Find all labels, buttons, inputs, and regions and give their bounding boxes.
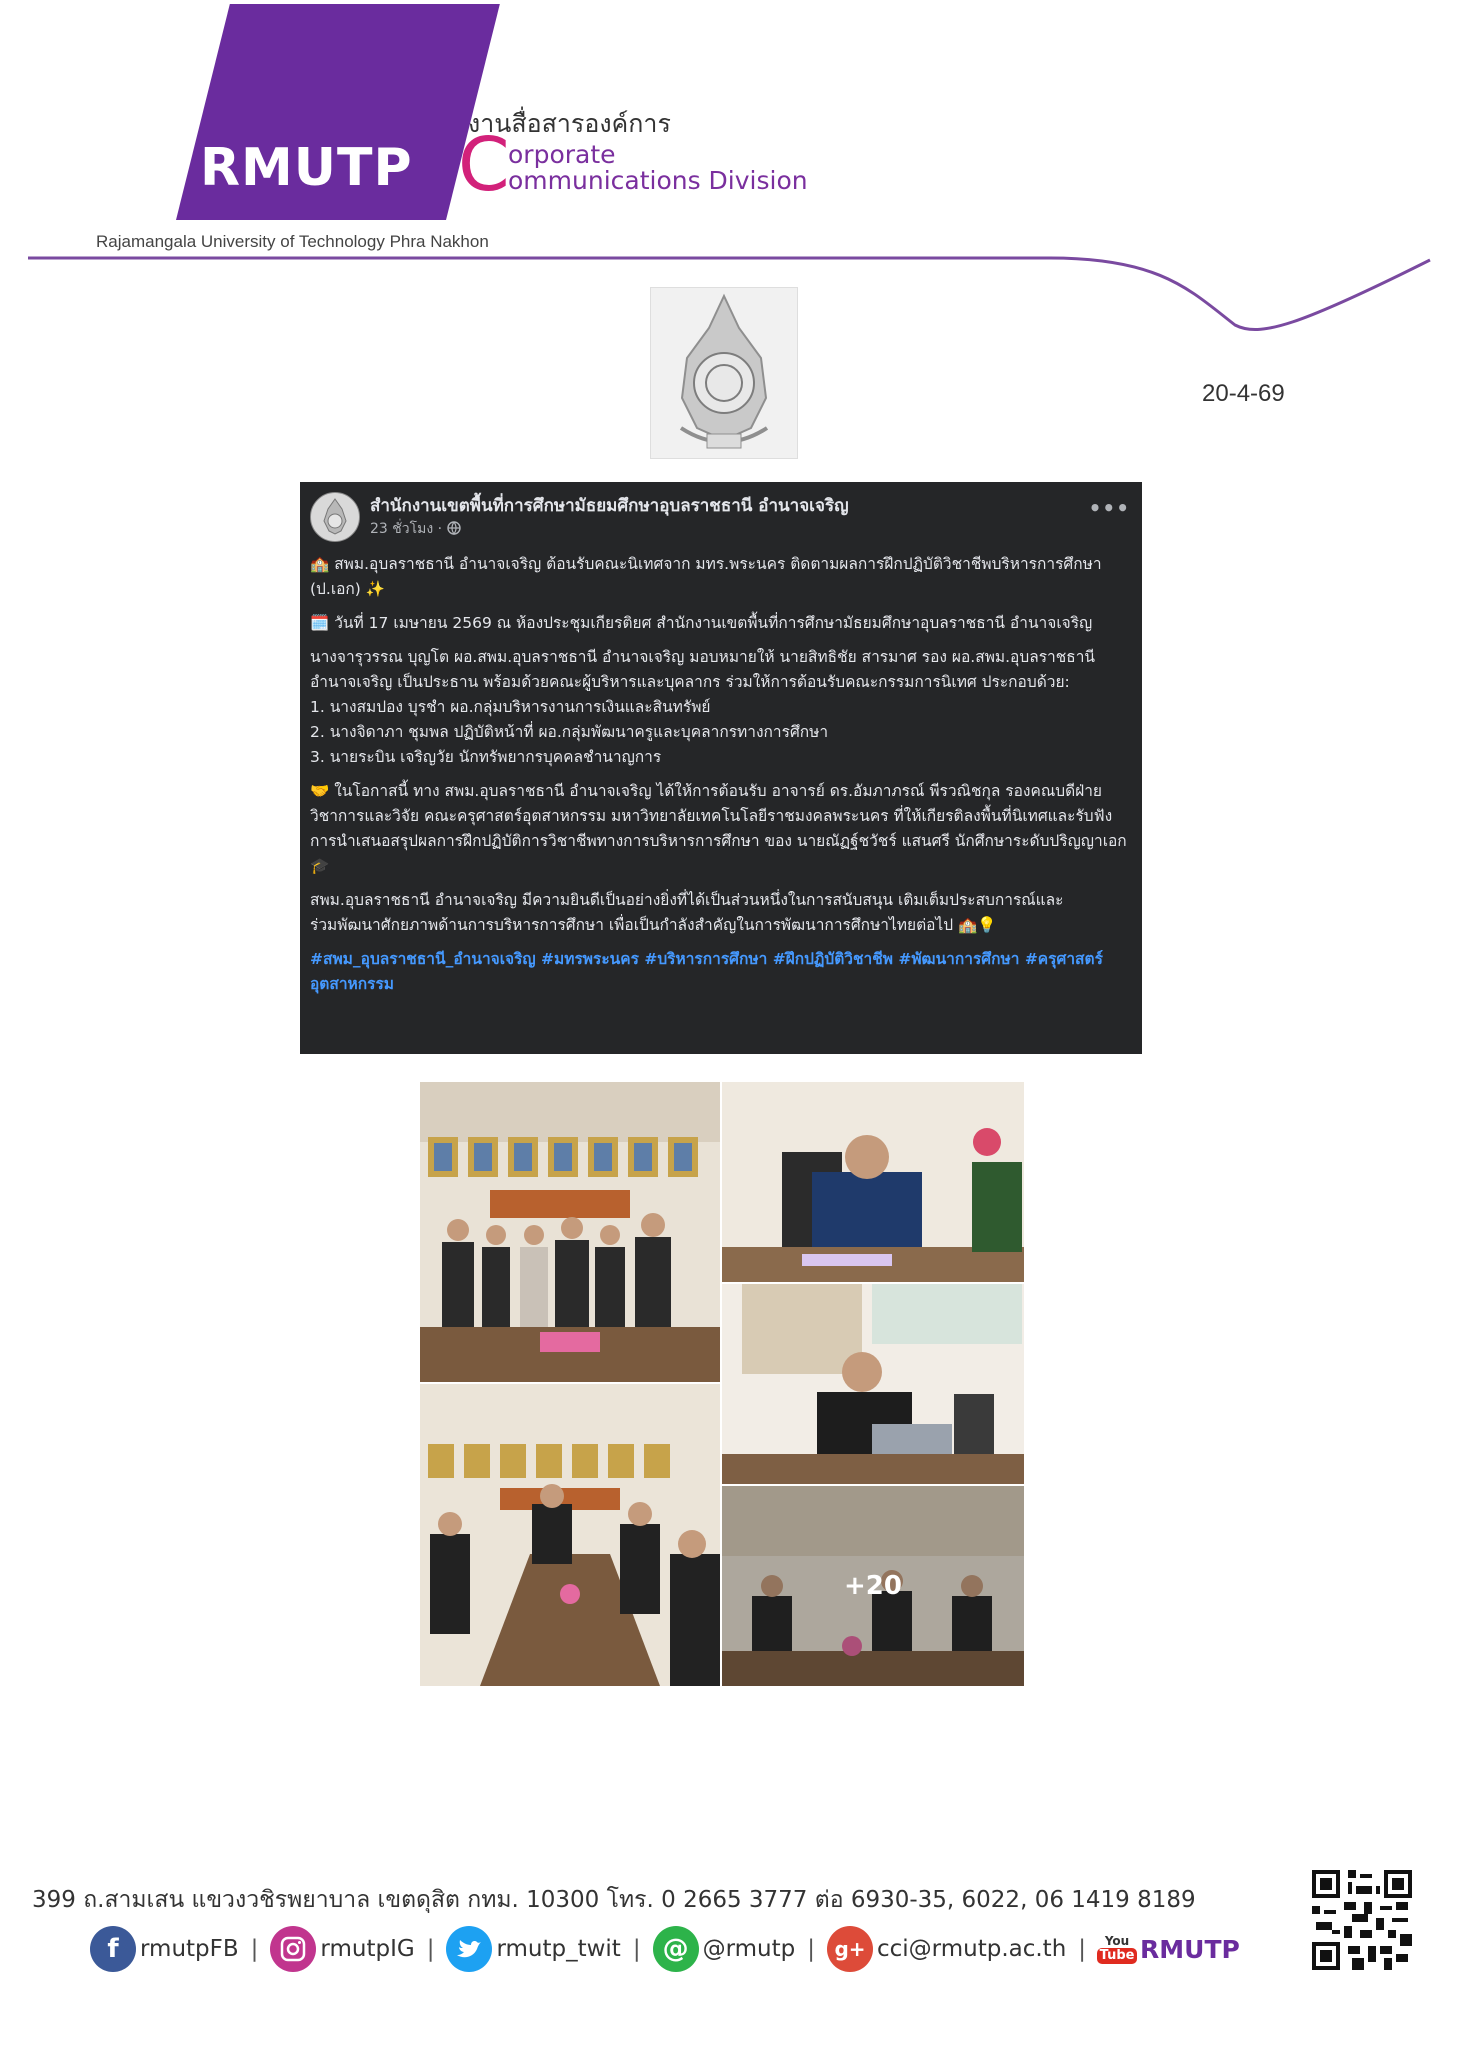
footer-address: 399 ถ.สามเสน แขวงวชิรพยาบาล เขตดุสิต กทม. 10300 โทร. 0 2665 3777 ต่อ 6930-35, 6022, 06 1419 8189 (32, 1887, 1196, 1913)
post-body (310, 552, 1134, 1006)
university-name: Rajamangala University of Technology Phra Nakhon (96, 232, 489, 251)
post-time-text: 23 ชั่วโมง · (370, 521, 443, 537)
post-paragraph-5: สพม.อุบลราชธานี อำนาจเจริญ มีความยินดีเป็นอย่างยิ่งที่ได้เป็นส่วนหนึ่งในการสนับสนุน เติมเต็มประสบการณ์และร่วมพัฒนาศักยภาพด้านการบริหารการศึกษา เพื่อเป็นกำลังสำคัญในการพัฒนาการศึกษาไทยต่อไป 🏫💡 (310, 891, 1064, 934)
separator: | (807, 1936, 815, 1962)
facebook-link[interactable] (90, 1926, 239, 1972)
chairperson-photo-image (722, 1082, 1024, 1282)
post-paragraph-3-intro: นางจารุวรรณ บุญโต ผอ.สพม.อุบลราชธานี อำนาจเจริญ มอบหมายให้ นายสิทธิชัย สารมาศ รอง ผอ.สพม.อุบลราชธานี อำนาจเจริญ เป็นประธาน พร้อมด้วยคณะผู้บริหารและบุคลากร ร่วมให้การต้อนรับคณะกรรมการนิเทศ ประกอบด้วย: (310, 648, 1096, 691)
instagram-icon (270, 1926, 316, 1972)
instagram-handle: rmutpIG (320, 1936, 415, 1962)
separator: | (250, 1936, 259, 1962)
post-paragraph-1: 🏫 สพม.อุบลราชธานี อำนาจเจริญ ต้อนรับคณะนิเทศจาก มทร.พระนคร ติดตามผลการฝึกปฏิบัติวิชาชีพบริหารการศึกษา (ป.เอก) ✨ (310, 555, 1102, 598)
youtube-channel: RMUTP (1140, 1934, 1240, 1964)
separator: | (632, 1936, 641, 1962)
qr-code (1312, 1870, 1412, 1970)
division-name-line2: ommunications Division (508, 166, 808, 195)
page-avatar[interactable] (310, 492, 360, 542)
instagram-link[interactable] (270, 1926, 414, 1972)
social-links (90, 1922, 1240, 1976)
division-name-thai: งานสื่อสารองค์การ (468, 109, 671, 138)
separator: | (1078, 1936, 1087, 1962)
rmutp-logo-text: RMUTP (200, 138, 413, 198)
line-handle: @rmutp (702, 1936, 796, 1962)
twitter-icon (446, 1926, 492, 1972)
post-paragraph-3 (310, 645, 1134, 770)
facebook-icon: f (90, 1926, 136, 1972)
emblem-avatar-icon (311, 493, 359, 541)
page-name-link[interactable]: สำนักงานเขตพื้นที่การศึกษามัธยมศึกษาอุบลราชธานี อำนาจเจริญ (370, 496, 849, 516)
email-link[interactable] (827, 1926, 1066, 1972)
email-address: cci@rmutp.ac.th (876, 1936, 1067, 1962)
meeting-photo-image (420, 1384, 720, 1686)
member-item: 3. นายระบิน เจริญวัย นักทรัพยากรบุคคลชำนาญการ (310, 748, 662, 766)
facebook-handle: rmutpFB (140, 1936, 239, 1962)
google-plus-icon: g+ (827, 1926, 873, 1972)
photo-chairperson[interactable] (722, 1082, 1024, 1282)
obec-emblem (650, 287, 798, 459)
post-time (370, 518, 461, 540)
division-logo-c: C (458, 122, 510, 208)
youtube-icon-you: You (1104, 1934, 1130, 1948)
division-name-line1: orporate (508, 140, 616, 169)
qr-code-icon (1312, 1870, 1412, 1970)
photo-gallery (420, 1082, 1024, 1686)
post-hashtags[interactable]: #สพม_อุบลราชธานี_อำนาจเจริญ #มทรพระนคร #บริหารการศึกษา #ฝึกปฏิบัติวิชาชีพ #พัฒนาการศึกษา #ครุศาสตร์อุตสาหกรรม (310, 950, 1103, 993)
photo-presenter[interactable] (722, 1284, 1024, 1484)
post-paragraph-2: 🗓️ วันที่ 17 เมษายน 2569 ณ ห้องประชุมเกียรติยศ สำนักงานเขตพื้นที่การศึกษามัธยมศึกษาอุบลราชธานี อำนาจเจริญ (310, 614, 1093, 632)
photo-group[interactable] (420, 1082, 720, 1382)
facebook-post (300, 482, 1142, 1054)
document-date: 20-4-69 (1202, 380, 1285, 407)
more-photos-count[interactable]: +20 (722, 1486, 1024, 1686)
member-item: 2. นางจิดาภา ชุมพล ปฏิบัติหน้าที่ ผอ.กลุ่มพัฒนาครูและบุคลากรทางการศึกษา (310, 723, 829, 741)
youtube-icon (1098, 1926, 1136, 1972)
twitter-handle: rmutp_twit (496, 1936, 621, 1962)
line-link[interactable] (653, 1926, 796, 1972)
post-paragraph-4: 🤝 ในโอกาสนี้ ทาง สพม.อุบลราชธานี อำนาจเจริญ ได้ให้การต้อนรับ อาจารย์ ดร.อัมภาภรณ์ พีรวณิชกุล รองคณบดีฝ่ายวิชาการและวิจัย คณะครุศาสตร์อุตสาหกรรม มหาวิทยาลัยเทคโนโลยีราชมงคลพระนคร ที่ให้เกียรติลงพื้นที่นิเทศและรับฟังการนำเสนอสรุปผลการฝึกปฏิบัติการวิชาชีพทางการบริหารการศึกษา ของ นายณัฏฐ์ชวัชร์ แสนศรี นักศึกษาระดับปริญญาเอก 🎓 (310, 782, 1127, 875)
twitter-link[interactable] (446, 1926, 620, 1972)
separator: | (426, 1936, 435, 1962)
at-icon: @ (653, 1926, 699, 1972)
globe-icon (447, 521, 461, 535)
emblem-icon (651, 288, 797, 458)
photo-more[interactable] (722, 1486, 1024, 1686)
youtube-link[interactable] (1098, 1926, 1240, 1972)
group-photo-image (420, 1082, 720, 1382)
photo-meeting[interactable] (420, 1384, 720, 1686)
member-item: 1. นางสมปอง บุรชำ ผอ.กลุ่มบริหารงานการเงินและสินทรัพย์ (310, 698, 711, 716)
more-options-button[interactable]: ••• (1088, 496, 1130, 520)
youtube-icon-tube: Tube (1097, 1948, 1138, 1964)
presenter-photo-image (722, 1284, 1024, 1484)
